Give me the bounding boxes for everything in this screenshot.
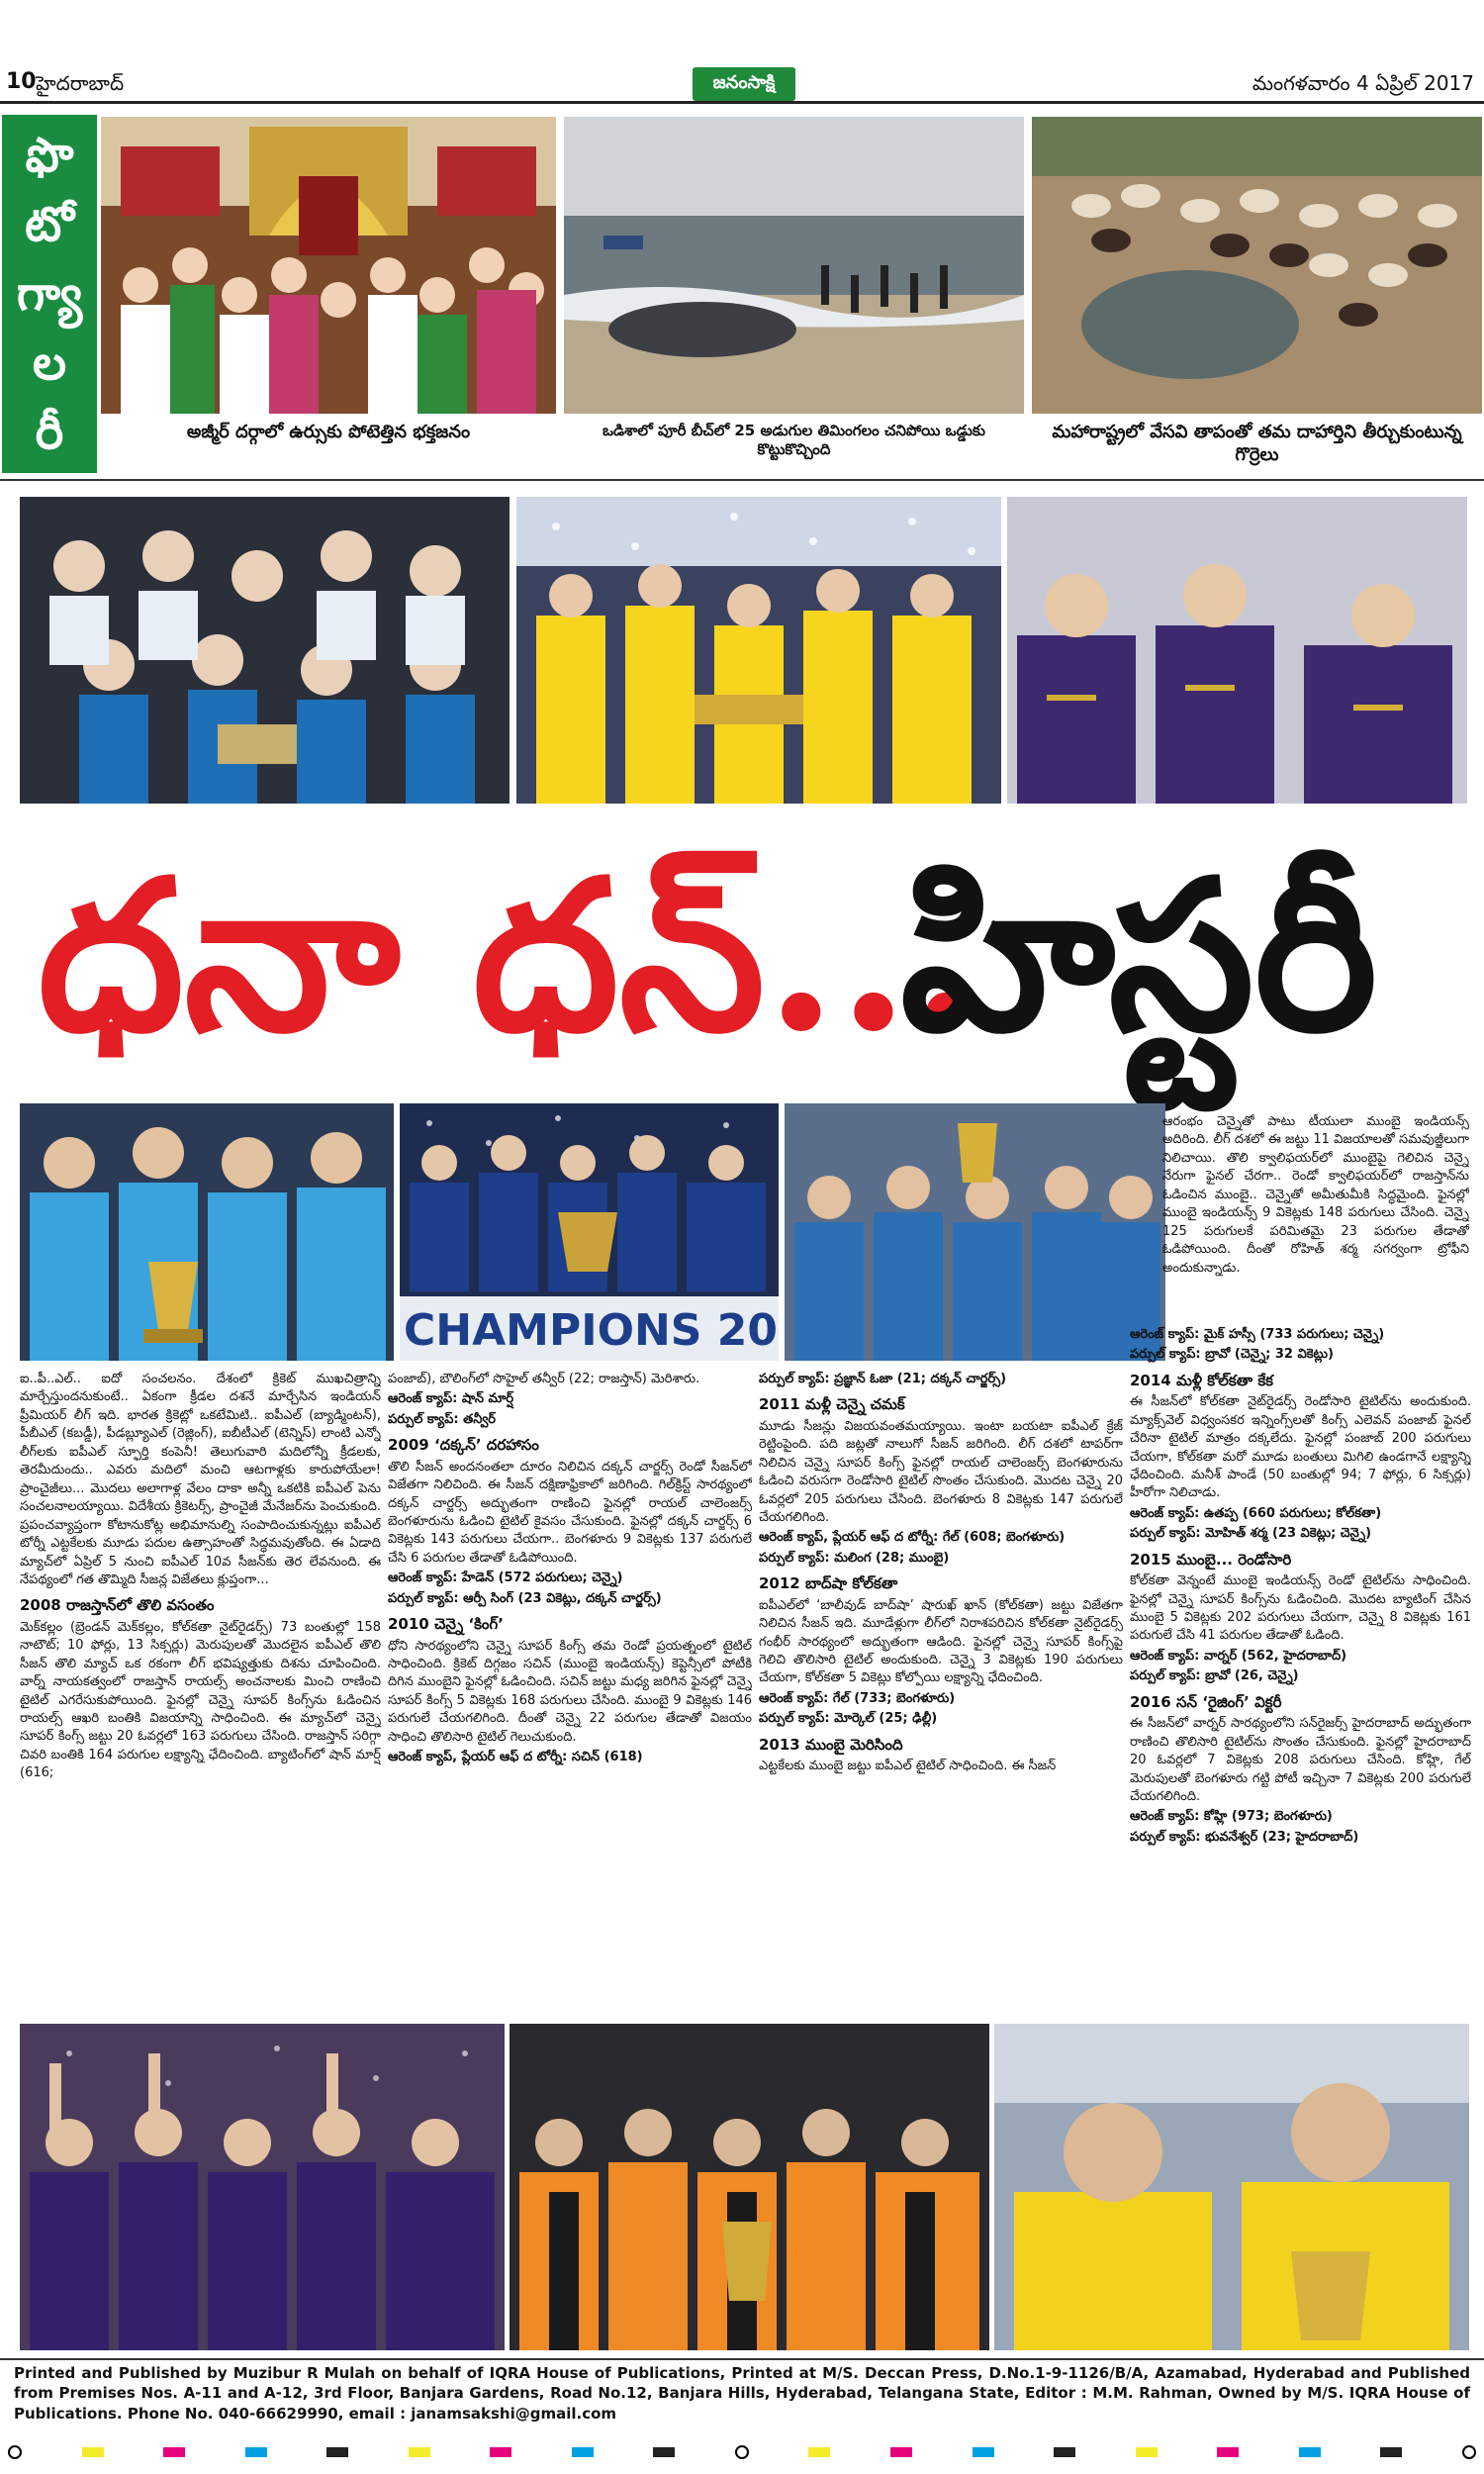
headline-black-part: హిస్టరీ — [900, 833, 1378, 1078]
color-swatch — [890, 2447, 912, 2457]
purple-cap-line: పర్పుల్ క్యాప్: మలింగ (28; ముంబై) — [759, 1550, 950, 1566]
color-swatch — [1299, 2447, 1321, 2457]
season-heading-2011: 2011 మళ్లీ చెన్నై చమక్ — [759, 1395, 905, 1414]
gallery-tag-letter: ఫొ — [25, 128, 74, 183]
whale-beach-photo — [564, 117, 1024, 414]
team-celebration-photo-1 — [20, 497, 510, 804]
orange-cap-line: ఆరెంజ్ క్యాప్: ఉతప్ప (660 పరుగులు; కోల్‌కతా) — [1130, 1505, 1382, 1521]
season-text-2011: మూడు సీజన్లు విజయవంతమయ్యాయి. ఇంటా బయటా ఐపీఎల్ క్రేజ్ రెట్టింపైంది. పది జట్లతో నాలుగో సీజన్ జరిగింది. లీగ్ దశలో టాపర్‌గా నిలిచిన చెన్నై సూపర్ కింగ్స్ ఫైనల్లో రాయల్ చాలెంజర్స్ బెంగళూరును ఓడించి వరుసగా రెండోసారి టైటిల్ సొంతం చేసుకుంది. మొదట చెన్నై 20 ఓవర్లలో 205 పరుగులు చేసింది. బెంగళూరు 8 వికెట్లకు 147 పరుగులే చేయగలిగింది. — [759, 1418, 1123, 1526]
season-heading-2008: 2008 రాజస్తాన్‌లో తొలి వసంతం — [20, 1596, 215, 1615]
header-rule — [0, 101, 1484, 104]
color-swatch — [1054, 2447, 1075, 2457]
article-intro: ఐ..పీ..ఎల్.. ఐదో సంచలనం. దేశంలో క్రికెట్ ముఖచిత్రాన్ని మార్చేస్తుందనుకుంటే.. ఏకంగా క్రీడల దశనే మార్చేసిన ఇండియన్ ప్రీమియర్ లీగ్ ఇది. భారత క్రికెట్లో ఒకటేమిటి.. ఐపీఎల్ (బ్యాడ్మింటన్), పీబీఎల్ (కబడ్డీ), పీడబ్ల్యూఎల్ (రెజ్లింగ్), ఐబీటీఎల్ (టెన్నిస్) లాంటి ఎన్నో లీగ్‌లకు ఐపీఎల్ స్ఫూర్తి కంపెనీ! తెలుగువారి మదిలోన్నీ క్రీడలకు, తెరమీదుందు.. ఎవరు మదిలో మంచి ఆటగాళ్లకు కారుపోయేలా! ప్రాంచైజీలు... మొదలు అలాగాళ్ల వేలం దాకా అన్నీ ఒకటికి ఐపీఎల్ పెను సంచలనాలయ్యాయి. విదేశీయ క్రికెటర్స్, ప్రాంచైజీ మేనేజర్‌ను పెంచుకుంది. ప్రపంచవ్యాప్తంగా కోటానుకోట్ల అభిమానుల్ని సంపాదించుకున్నట్లు ఐపీఎల్ టోర్నీ ఎట్టకేలకు మూడు పదుల ఉత్సాహంతో సిద్ధమవుతోంది. ఈ ఏడాది మ్యాచ్‌లో ఏప్రిల్ 5 నుంచి ఐపీఎల్ 10వ సీజన్‌కు తెర లేవనుంది. ఈ నేపథ్యంలో గత తొమ్మిది సీజన్ల విజేతలు క్లుప్తంగా... — [20, 1372, 381, 1587]
page-header — [0, 0, 1484, 109]
gallery-tag-letter: ల — [32, 335, 67, 391]
color-swatch — [1380, 2447, 1402, 2457]
registration-mark-icon — [1462, 2445, 1476, 2459]
season-text-2013-cont: ఆరంభం చెన్నైతో పాటు టీయులా ముంబై ఇండియన్స్ అదిరింది. లీగ్ దశలో ఈ జట్టు 11 విజయాలతో సమవుజ్జీలుగా నిలిచాయి. తొలి క్వాలిఫయర్‌లో ముంబైపై గెలిచిన చెన్నై నేరుగా ఫైనల్ చేరగా.. రెండో క్వాలిఫయర్‌లో రాజస్తాన్‌ను ఓడించిన ముంబై.. చెన్నైతో అమీతుమీకి సిద్ధమైంది. ఫైనల్లో ముంబై ఇండియన్స్ 9 వికెట్లకు 148 పరుగులు చేసింది. చెన్నై 125 పరుగులకే పరిమితమై 23 పరుగుల తేడాతో ఓడిపోయింది. దీంతో రోహిత్ శర్మ సగర్వంగా ట్రోఫీని అందుకున్నాడు. — [1162, 1114, 1469, 1276]
purple-cap-line: పర్పుల్ క్యాప్: ఆర్పీ సింగ్ (23 వికెట్లు, దక్కన్ చార్జర్స్) — [388, 1590, 662, 1606]
color-swatch — [653, 2447, 675, 2457]
orange-cap-line: ఆరెంజ్ క్యాప్: కోహ్లి (973; బెంగళూరు) — [1130, 1809, 1333, 1825]
masthead-logo: జనంసాక్షి — [693, 67, 795, 101]
season-heading-2012: 2012 బాద్‌షా కోల్‌కతా — [759, 1574, 898, 1593]
article-column-4 — [1130, 1326, 1471, 2014]
purple-cap-line: పర్పుల్ క్యాప్: భువనేశ్వర్ (23; హైదరాబాద్) — [1130, 1829, 1359, 1845]
edition-city: హైదరాబాద్ — [36, 71, 125, 95]
season-text-2010: ధోని సారథ్యంలోని చెన్నై సూపర్ కింగ్స్ తమ రెండో ప్రయత్నంలో టైటిల్ సాధించింది. క్రికెట్ దిగ్గజం సచిన్ (ముంబై ఇండియన్స్) కెప్టెన్సీలో పోటీకి దిగిన ముంబైని ఫైనల్లో ఓడించింది. సచిన్ జట్టు మధ్య జరిగిన ఫైనల్లో చెన్నై సూపర్ కింగ్స్ 5 వికెట్లకు 168 పరుగులు చేసింది. ముంబై 9 వికెట్లకు 146 పరుగులే చేయగలిగింది. దీంతో చెన్నై 22 పరుగుల తేడాతో విజయం సాధించి తొలిసారి టైటిల్ గెలుచుకుంది. — [388, 1638, 752, 1745]
purple-cap-line: పర్పుల్ క్యాప్: బ్రావో (చెన్నై; 32 వికెట్లు) — [1130, 1347, 1334, 1363]
color-swatch — [326, 2447, 348, 2457]
ajmer-dargah-photo — [101, 117, 556, 414]
gallery-caption: మహారాష్ట్రలో వేసవి తాపంతో తమ దాహార్తిని తీర్చుకుంటున్న గొర్రెలు — [1052, 422, 1462, 465]
purple-cap-line: పర్పుల్ క్యాప్: మోహిత్ శర్మ (23 వికెట్లు; చెన్నై) — [1130, 1526, 1372, 1542]
color-swatch — [490, 2447, 511, 2457]
purple-cap-line: పర్పుల్ క్యాప్: మోర్కెల్ (25; ఢిల్లీ) — [759, 1711, 938, 1727]
gallery-tag-letter: టో — [25, 197, 74, 252]
orange-cap-line: ఆరెంజ్ క్యాప్: హేడెన్ (572 పరుగులు; చెన్నై) — [388, 1570, 623, 1586]
color-swatch — [245, 2447, 267, 2457]
color-swatch — [572, 2447, 594, 2457]
season-heading-2009: 2009 ‘దక్కన్’ దరహాసం — [388, 1436, 539, 1455]
season-text-2013: ఎట్టకేలకు ముంబై జట్టు ఐపీఎల్ టైటిల్ సాధించింది. ఈ సీజన్ — [759, 1759, 1057, 1774]
chennai-trophy-photo — [994, 2024, 1469, 2350]
photo-gallery — [0, 107, 1484, 473]
season-heading-2010: 2010 చెన్నై ‘కింగ్’ — [388, 1615, 504, 1634]
footer-rule — [0, 2358, 1484, 2360]
champions-banner-text: CHAMPIONS 20 — [404, 1305, 779, 1356]
kolkata-celebration-photo — [20, 2024, 505, 2350]
purple-cap-line: పర్పుల్ క్యాప్: తన్వీర్ — [388, 1411, 496, 1427]
season-heading-2016: 2016 సన్ ‘రైజింగ్’ విక్టరీ — [1130, 1692, 1282, 1711]
headline-red-part: ధనా ధన్... — [38, 833, 982, 1078]
article-column-2 — [388, 1371, 752, 2014]
gallery-caption: ఒడిశాలో పూరీ బీచ్‌లో 25 అడుగుల తిమింగలం చనిపోయి ఒడ్డుకు కొట్టుకొచ్చింది — [603, 422, 985, 458]
team-celebration-photo-2 — [516, 497, 1001, 804]
article-column-4-top — [1162, 1113, 1469, 1321]
season-text-2016: ఈ సీజన్‌లో వార్నర్ సారథ్యంలోని సన్‌రైజర్స్ హైదరాబాద్ అద్భుతంగా రాణించి తొలిసారి టైటిల్‌ను సొంతం చేసుకుంది. ఫైనల్లో హైదరాబాద్ 20 ఓవర్లలో 7 వికెట్లకు 208 పరుగులు చేసింది. కోహ్లి, గేల్ మెరుపులతో బెంగళూరు గట్టి పోటీ ఇచ్చినా 7 వికెట్లకు 200 పరుగులే చేయగలిగింది. — [1130, 1716, 1471, 1804]
mumbai-trophy-photo — [20, 1103, 394, 1361]
orange-cap-line: ఆరెంజ్ క్యాప్, ప్లేయర్ ఆఫ్ ద టోర్నీ: గేల్ (608; బెంగళూరు) — [759, 1530, 1066, 1546]
purple-cap-line: పర్పుల్ క్యాప్: ప్రజ్ఞాన్ ఓజా (21; దక్కన్ చార్జర్స్) — [759, 1372, 1007, 1386]
section-divider — [0, 479, 1484, 481]
hyderabad-celebration-photo — [510, 2024, 989, 2350]
publisher-imprint: Printed and Published by Muzibur R Mulah on behalf of IQRA House of Publications, Printed at M/S. Deccan Press, D.No.1-9-1126/B/A, Azamabad, Hyderabad and Published from Premises Nos. A-11 and A-12, 3rd Floor, Banjara Gardens, Road No.12, Banjara Hills, Hyderabad, Telangana State, Editor : M.M. Rahman, Owned by M/S. IQRA House of Publications. Phone No. 040-66629990, email : janamsakshi@gmail.com — [14, 2364, 1470, 2423]
color-swatch — [973, 2447, 994, 2457]
season-text-2015: కోల్‌కతా వెన్నంటే ముంబై ఇండియన్స్ రెండో టైటిల్‌ను సాధించింది. ఫైనల్లో చెన్నై సూపర్ కింగ్స్‌ను ఓడించింది. మొదట బ్యాటింగ్ చేసిన ముంబై 5 వికెట్లకు 202 పరుగులు చేయగా, చెన్నై 8 వికెట్లకు 161 పరుగులే చేసి 41 పరుగుల తేడాతో ఓడింది. — [1130, 1573, 1471, 1644]
print-color-bar — [0, 2444, 1484, 2460]
registration-mark-icon — [735, 2445, 749, 2459]
color-swatch — [1136, 2447, 1158, 2457]
team-celebration-photo-3 — [1007, 497, 1467, 804]
color-swatch — [82, 2447, 104, 2457]
color-swatch — [409, 2447, 430, 2457]
season-heading-2014: 2014 మళ్లీ కోల్‌కతా కేక — [1130, 1371, 1273, 1389]
mumbai-celebration-photo — [785, 1103, 1165, 1361]
orange-cap-line: ఆరెంజ్ క్యాప్: గేల్ (733; బెంగళూరు) — [759, 1690, 956, 1706]
article-column-3 — [759, 1371, 1123, 2014]
orange-cap-line: ఆరెంజ్ క్యాప్, ప్లేయర్ ఆఫ్ ద టోర్నీ: సచిన్ (618) — [388, 1750, 643, 1765]
sheep-drinking-photo — [1032, 117, 1482, 414]
gallery-caption: అజ్మీర్ దర్గాలో ఉర్సుకు పోటెత్తిన భక్తజనం — [186, 422, 471, 442]
season-text-2009: తొలి సీజన్ అందనంతలా దూరం నిలిచిన దక్కన్ చార్జర్స్ రెండో సీజన్‌లో విజేతగా నిలిచింది. ఈ సీజన్ దక్షిణాఫ్రికాలో జరిగింది. గిల్‌క్రిస్ట్ సారథ్యంలో దక్కన్ చార్జర్స్ అద్భుతంగా రాణించి ఫైనల్లో రాయల్ చాలెంజర్స్ బెంగళూరును ఓడించి టైటిల్ కైవసం చేసుకుంది. ఫైనల్లో దక్కన్ చార్జర్స్ 6 వికెట్లకు 143 పరుగులు చేయగా.. బెంగళూరు 9 వికెట్లకు 137 పరుగులే చేసి 6 పరుగుల తేడాతో ఓడిపోయింది. — [388, 1459, 752, 1566]
season-heading-2015: 2015 ముంబై... రెండోసారి — [1130, 1550, 1292, 1569]
purple-cap-line: పర్పుల్ క్యాప్: బ్రావో (26, చెన్నై) — [1130, 1668, 1299, 1684]
champions-stage-photo — [400, 1103, 779, 1361]
orange-cap-line: ఆరెంజ్ క్యాప్: షాన్ మార్ష్ — [388, 1391, 514, 1407]
page-number: 10 — [6, 69, 37, 94]
main-headline — [20, 833, 1484, 1098]
gallery-tag — [2, 115, 97, 473]
gallery-tag-letter: గ్యా — [16, 266, 83, 322]
season-text-2012: ఐపీఎల్‌లో ‘బాలీవుడ్ బాద్‌షా’ షారుఖ్ ఖాన్ (కోల్‌కతా) జట్టు విజేతగా నిలిచిన సీజన్ ఇది. మూడేళ్లుగా లీగ్‌లో నిరాశపరిచిన కోల్‌కతా నైట్‌రైడర్స్ గంభీర్ సారథ్యంలో అద్భుతంగా ఆడింది. ఫైనల్లో చెన్నై సూపర్ కింగ్స్‌పై గెలిచి తొలిసారి టైటిల్ అందుకుంది. చెన్నై 3 వికెట్లకు 190 పరుగులు చేయగా, కోల్‌కతా 5 వికెట్లు కోల్పోయి లక్ష్యాన్ని ఛేదించింది. — [759, 1597, 1123, 1686]
orange-cap-line: ఆరెంజ్ క్యాప్: వార్నర్ (562, హైదరాబాద్) — [1130, 1648, 1347, 1664]
season-text-2008: మెక్‌కల్లం (బ్రెండన్ మెక్‌కల్లం, కోల్‌కతా నైట్‌రైడర్స్) 73 బంతుల్లో 158 నాటౌట్; 10 ఫోర్లు, 13 సిక్సర్లు) మెరుపులతో మొదలైన ఐపీఎల్ తొలి సీజన్ తొలి మ్యాచ్ ఒక రకంగా లీగ్ భవిష్యత్తుకు దిశను చూపించింది. వార్న్ నాయకత్వంలో రాజస్తాన్ రాయల్స్ అంచనాలకు మించి రాణించి టైటిల్ ఎగరేసుకుపోయింది. ఫైనల్లో చెన్నై సూపర్ కింగ్స్‌ను ఓడించిన రాయల్స్ ఆఖరి బంతికి విజయాన్ని సాధించింది. ఈ మ్యాచ్‌లో చెన్నై సూపర్ కింగ్స్ జట్టు 20 ఓవర్లలో 163 పరుగులు చేసింది. రాజస్తాన్ సరిగ్గా చివరి బంతికి 164 పరుగుల లక్ష్యాన్ని ఛేదించింది. బ్యాటింగ్‌లో షాన్ మార్ష్ (616; — [20, 1619, 381, 1781]
color-swatch — [163, 2447, 185, 2457]
dateline: మంగళవారం 4 ఏప్రిల్ 2017 — [1252, 71, 1474, 95]
registration-mark-icon — [8, 2445, 22, 2459]
season-heading-2013: 2013 ముంబై మెరిసింది — [759, 1735, 903, 1754]
color-swatch — [808, 2447, 830, 2457]
orange-cap-line: ఆరెంజ్ క్యాప్: మైక్ హస్సీ (733 పరుగులు; చెన్నై) — [1130, 1327, 1385, 1342]
season-text: పంజాబ్), బౌలింగ్‌లో సొహైల్ తన్వీర్ (22; రాజస్తాన్) మెరిశారు. — [388, 1372, 700, 1386]
season-text-2014: ఈ సీజన్‌లో కోల్‌కతా నైట్‌రైడర్స్ రెండోసారి టైటిల్‌ను అందుకుంది. మ్యాక్స్‌వెల్ విధ్వంసకర ఇన్నింగ్స్‌లతో కింగ్స్ ఎలెవన్ పంజాబ్ ఫైనల్ చేరినా టైటిల్ మాత్రం దక్కలేదు. ఫైనల్లో పంజాబ్ 200 పరుగులు చేయగా, కోల్‌కతా మరో మూడు బంతులు మిగిలి ఉండగానే లక్ష్యాన్ని ఛేదించింది. మనీశ్ పాండే (50 బంతుల్లో 94; 7 ఫోర్లు, 6 సిక్సర్లు) హీరోగా నిలిచాడు. — [1130, 1394, 1471, 1501]
article-column-1 — [20, 1371, 381, 2014]
gallery-tag-letter: రీ — [35, 405, 64, 460]
color-swatch — [1217, 2447, 1239, 2457]
